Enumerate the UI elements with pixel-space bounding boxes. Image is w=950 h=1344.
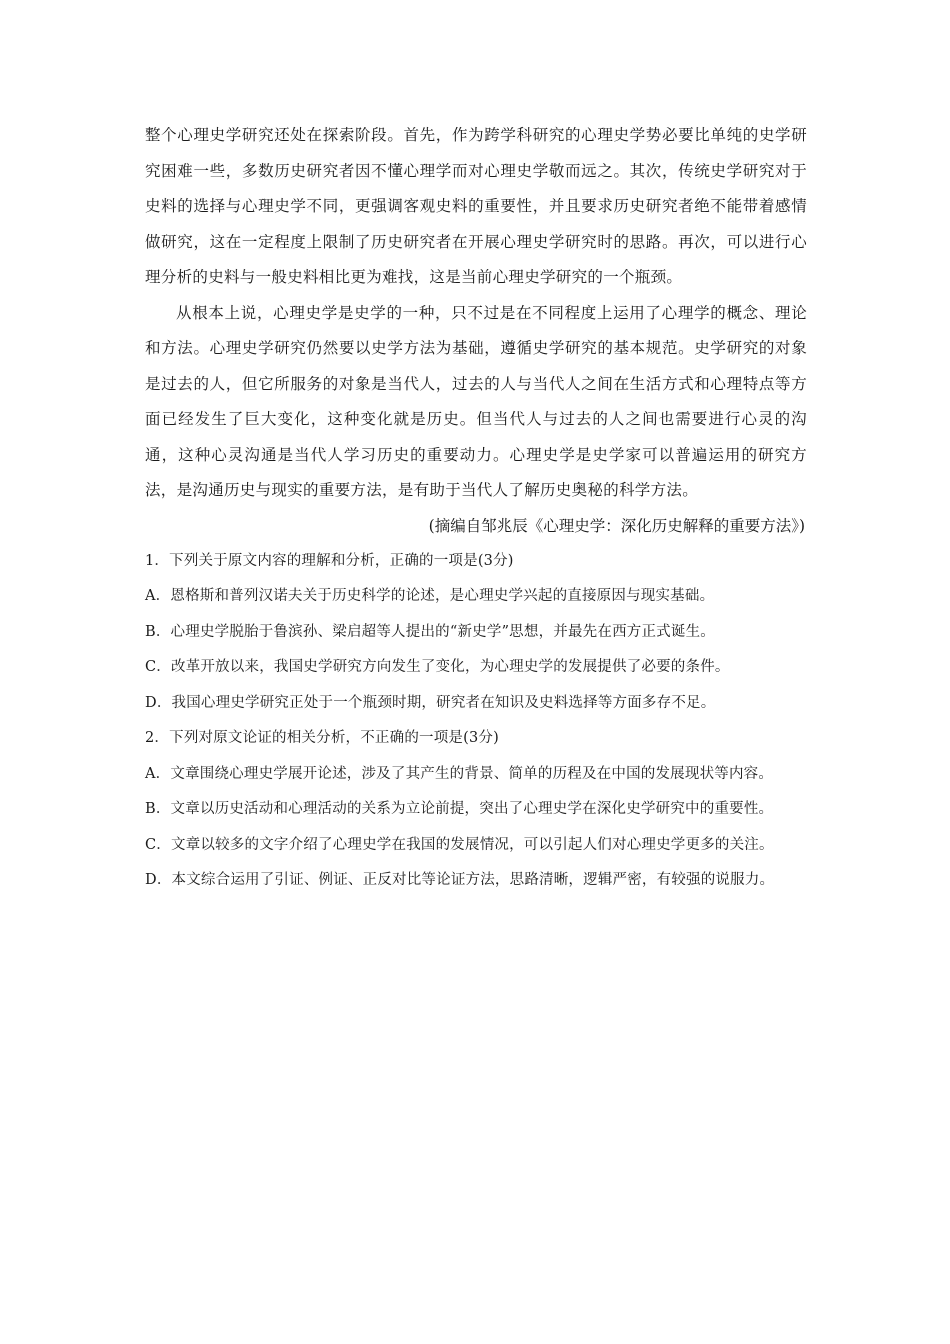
- question-2-title: 2．下列对原文论证的相关分析，不正确的一项是(3分): [145, 730, 499, 746]
- article-paragraph-2: 从根本上说，心理史学是史学的一种，只不过是在不同程度上运用了心理学的概念、理论和方法。心理史学研究仍然要以史学方法为基础，遵循史学研究的基本规范。史学研究的对象是过去的人，但它所服务的对象是当代人，过去的人与当代人之间在生活方式和心理特点等方面已经发生了巨大变化，这种变化就是历史。但当代人与过去的人之间也需要进行心灵的沟通，这种心灵沟通是当代人学习历史的重要动力。心理史学是史学家可以普遍运用的研究方法，是沟通历史与现实的重要方法，是有助于当代人了解历史奥秘的科学方法。: [145, 303, 807, 499]
- question-1-option-a: A．恩格斯和普列汉诺夫关于历史科学的论述，是心理史学兴起的直接原因与现实基础。: [145, 588, 715, 604]
- question-2-option-c: C．文章以较多的文字介绍了心理史学在我国的发展情况，可以引起人们对心理史学更多的关注。: [145, 836, 774, 853]
- question-2-option-d: D．本文综合运用了引证、例证、正反对比等论证方法，思路清晰，逻辑严密，有较强的说服力。: [145, 872, 775, 888]
- question-1: [145, 544, 807, 722]
- question-2-option-a: A．文章围绕心理史学展开论述，涉及了其产生的背景、简单的历程及在中国的发展现状等内容。: [145, 765, 774, 782]
- question-1-option-b: B．心理史学脱胎于鲁滨孙、梁启超等人提出的“新史学”思想，并最先在西方正式诞生。: [145, 623, 715, 640]
- question-1-option-d: D．我国心理史学研究正处于一个瓶颈时期，研究者在知识及史料选择等方面多存不足。: [145, 694, 716, 711]
- question-2: [145, 721, 807, 899]
- document-body: [145, 118, 807, 899]
- question-1-option-c: C．改革开放以来，我国史学研究方向发生了变化，为心理史学的发展提供了必要的条件。: [145, 659, 730, 675]
- article-citation: (摘编自邹兆辰《心理史学：深化历史解释的重要方法》): [428, 516, 805, 535]
- question-1-title: 1．下列关于原文内容的理解和分析，正确的一项是(3分): [145, 552, 514, 569]
- article-paragraph-1: 整个心理史学研究还处在探索阶段。首先，作为跨学科研究的心理史学势必要比单纯的史学研究困难一些，多数历史研究者因不懂心理学而对心理史学敬而远之。其次，传统史学研究对于史料的选择与心理史学不同，更强调客观史料的重要性，并且要求历史研究者绝不能带着感情做研究，这在一定程度上限制了历史研究者在开展心理史学研究时的思路。再次，可以进行心理分析的史料与一般史料相比更为难找，这是当前心理史学研究的一个瓶颈。: [145, 126, 807, 286]
- question-2-option-b: B．文章以历史活动和心理活动的关系为立论前提，突出了心理史学在深化史学研究中的重要性。: [145, 801, 774, 817]
